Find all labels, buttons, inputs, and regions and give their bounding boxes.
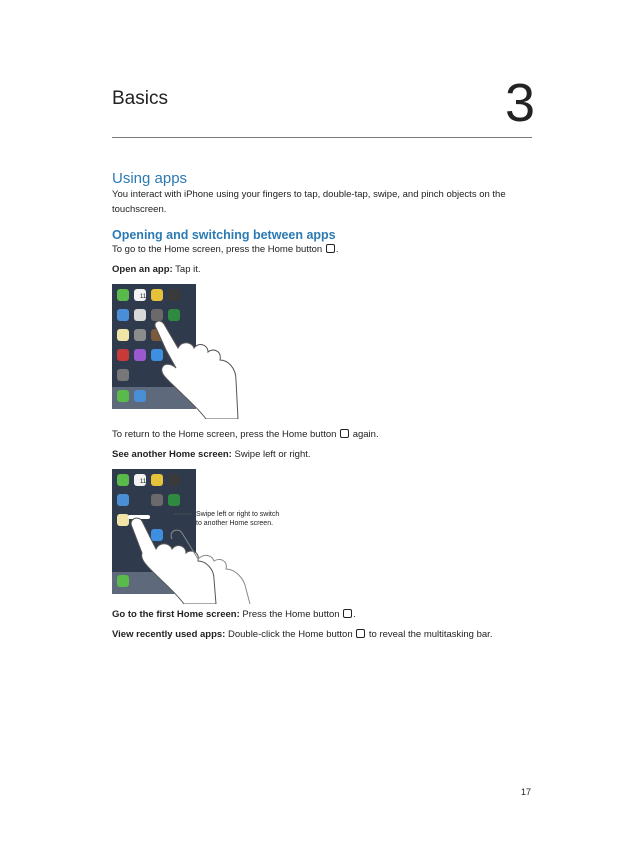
recent-apps-text: Double-click the Home button bbox=[227, 629, 353, 640]
tapping-hand-icon bbox=[112, 284, 262, 419]
see-home-text: Swipe left or right. bbox=[234, 449, 311, 460]
open-app-text: Tap it. bbox=[175, 264, 201, 275]
section-heading: Using apps bbox=[112, 170, 188, 187]
calendar-date: 11 bbox=[140, 294, 147, 300]
swiping-hand-icon bbox=[112, 469, 262, 604]
header-rule bbox=[112, 137, 532, 138]
recent-apps-end: to reveal the multitasking bar. bbox=[368, 629, 493, 640]
open-app-instruction bbox=[112, 262, 201, 277]
section-intro: You interact with iPhone using your fingers to tap, double-tap, swipe, and pinch objects on the touchscreen. bbox=[112, 189, 506, 215]
callout-line-1: Swipe left or right to switch bbox=[196, 511, 280, 518]
home-instruction-text: To go to the Home screen, press the Home button bbox=[112, 244, 323, 255]
return-instruction-text: To return to the Home screen, press the Home button bbox=[112, 429, 337, 440]
home-instruction bbox=[112, 242, 338, 257]
see-home-label: See another Home screen: bbox=[112, 449, 232, 460]
chapter-title: Basics bbox=[112, 88, 168, 109]
chapter-number: 3 bbox=[505, 73, 536, 133]
recent-apps-instruction bbox=[112, 627, 492, 642]
home-button-icon bbox=[326, 244, 335, 253]
return-instruction bbox=[112, 427, 379, 442]
see-home-instruction bbox=[112, 447, 311, 462]
first-home-end: . bbox=[353, 609, 356, 620]
calendar-date: 11 bbox=[140, 479, 147, 485]
home-button-icon bbox=[343, 609, 352, 618]
swipe-callout bbox=[196, 510, 279, 528]
return-instruction-end: again. bbox=[352, 429, 379, 440]
home-instruction-end: . bbox=[335, 244, 339, 255]
callout-line-2: to another Home screen. bbox=[196, 520, 274, 527]
first-home-text: Press the Home button bbox=[242, 609, 340, 620]
open-app-label: Open an app: bbox=[112, 264, 173, 275]
recent-apps-label: View recently used apps: bbox=[112, 629, 226, 640]
first-home-instruction bbox=[112, 607, 356, 622]
home-button-icon bbox=[356, 629, 365, 638]
first-home-label: Go to the first Home screen: bbox=[112, 609, 240, 620]
subsection-heading: Opening and switching between apps bbox=[112, 228, 336, 242]
home-button-icon bbox=[340, 429, 349, 438]
page-number: 17 bbox=[521, 787, 532, 797]
